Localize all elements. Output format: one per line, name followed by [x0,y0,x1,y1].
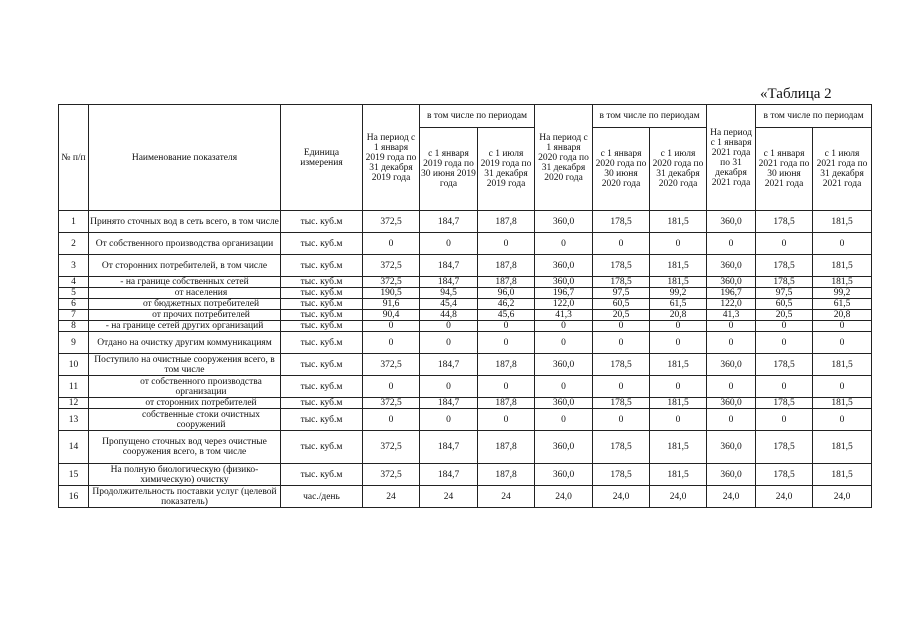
row-number: 14 [59,431,89,464]
header-2020-h2: с 1 июля 2020 года по 31 декабря 2020 года [650,128,707,211]
row-value: 24,0 [756,486,813,508]
row-value: 187,8 [478,277,535,288]
row-value: 0 [478,321,535,332]
row-unit: тыс. куб.м [281,211,363,233]
row-value: 0 [813,332,872,354]
table-row [59,255,872,277]
table-row [59,398,872,409]
row-value: 45,4 [420,299,478,310]
row-name: - на границе собственных сетей [89,277,281,288]
header-2021-h1: с 1 января 2021 года по 30 июня 2021 года [756,128,813,211]
row-value: 0 [420,409,478,431]
header-unit: Единица измерения [281,105,363,211]
row-value: 0 [535,321,593,332]
row-value: 94,5 [420,288,478,299]
row-value: 187,8 [478,354,535,376]
row-value: 184,7 [420,277,478,288]
row-value: 360,0 [707,464,756,486]
row-value: 178,5 [593,277,650,288]
row-name: от сторонних потребителей [89,398,281,409]
row-unit: тыс. куб.м [281,310,363,321]
row-unit: тыс. куб.м [281,288,363,299]
row-number: 1 [59,211,89,233]
row-value: 0 [707,233,756,255]
row-value: 60,5 [593,299,650,310]
row-value: 181,5 [813,431,872,464]
row-value: 0 [363,233,420,255]
row-value: 372,5 [363,464,420,486]
table-row [59,299,872,310]
row-name: Отдано на очистку другим коммуникациям [89,332,281,354]
row-number: 12 [59,398,89,409]
row-name: Продолжительность поставки услуг (целевой показатель) [89,486,281,508]
row-value: 187,8 [478,464,535,486]
row-value: 184,7 [420,398,478,409]
row-value: 20,5 [593,310,650,321]
row-value: 24,0 [707,486,756,508]
row-value: 181,5 [650,277,707,288]
row-value: 0 [650,409,707,431]
row-value: 0 [756,332,813,354]
row-value: 0 [707,376,756,398]
table-body [59,211,872,508]
row-value: 372,5 [363,211,420,233]
row-value: 181,5 [650,354,707,376]
row-name: от собственного производства организации [89,376,281,398]
row-value: 181,5 [813,354,872,376]
row-value: 372,5 [363,255,420,277]
row-value: 360,0 [535,354,593,376]
table-caption: «Таблица 2 [760,86,832,102]
row-value: 181,5 [813,464,872,486]
row-unit: тыс. куб.м [281,464,363,486]
row-number: 4 [59,277,89,288]
row-value: 0 [813,321,872,332]
row-value: 360,0 [535,255,593,277]
table-row [59,277,872,288]
row-value: 181,5 [813,211,872,233]
row-value: 46,2 [478,299,535,310]
row-value: 181,5 [650,211,707,233]
row-unit: тыс. куб.м [281,255,363,277]
row-number: 11 [59,376,89,398]
row-unit: тыс. куб.м [281,299,363,310]
row-name: Принято сточных вод в сеть всего, в том числе [89,211,281,233]
header-group-2019: в том числе по периодам [420,105,535,128]
row-value: 24 [363,486,420,508]
row-value: 99,2 [650,288,707,299]
table-row [59,376,872,398]
row-name: от прочих потребителей [89,310,281,321]
row-value: 360,0 [707,255,756,277]
row-value: 360,0 [707,211,756,233]
row-value: 0 [593,409,650,431]
row-value: 0 [535,332,593,354]
row-value: 0 [535,409,593,431]
row-value: 372,5 [363,398,420,409]
row-value: 187,8 [478,431,535,464]
row-value: 0 [593,321,650,332]
row-value: 0 [478,376,535,398]
row-unit: тыс. куб.м [281,332,363,354]
row-value: 372,5 [363,277,420,288]
row-value: 0 [535,376,593,398]
row-value: 360,0 [535,464,593,486]
row-value: 360,0 [707,354,756,376]
row-name: от бюджетных потребителей [89,299,281,310]
row-value: 61,5 [650,299,707,310]
row-value: 181,5 [650,255,707,277]
row-value: 45,6 [478,310,535,321]
row-value: 91,6 [363,299,420,310]
header-group-2020: в том числе по периодам [593,105,707,128]
row-value: 181,5 [650,398,707,409]
row-number: 7 [59,310,89,321]
row-value: 360,0 [535,211,593,233]
row-unit: тыс. куб.м [281,233,363,255]
row-value: 178,5 [593,255,650,277]
row-value: 184,7 [420,255,478,277]
row-value: 122,0 [707,299,756,310]
row-value: 184,7 [420,464,478,486]
row-name: От собственного производства организации [89,233,281,255]
row-unit: час./день [281,486,363,508]
row-value: 178,5 [756,211,813,233]
row-value: 178,5 [756,277,813,288]
row-number: 3 [59,255,89,277]
row-value: 184,7 [420,211,478,233]
header-period-2021: На период с 1 января 2021 года по 31 декабря 2021 года [707,105,756,211]
row-value: 44,8 [420,310,478,321]
row-value: 0 [593,376,650,398]
table-row [59,233,872,255]
table-row [59,288,872,299]
row-name: От сторонних потребителей, в том числе [89,255,281,277]
row-value: 0 [420,376,478,398]
row-value: 196,7 [535,288,593,299]
row-value: 181,5 [650,464,707,486]
table-row [59,409,872,431]
row-unit: тыс. куб.м [281,321,363,332]
row-value: 0 [813,409,872,431]
row-value: 372,5 [363,354,420,376]
row-value: 24,0 [535,486,593,508]
row-value: 178,5 [756,464,813,486]
row-value: 360,0 [707,431,756,464]
row-value: 0 [707,321,756,332]
data-table [58,104,872,508]
row-value: 360,0 [707,277,756,288]
row-value: 178,5 [756,354,813,376]
row-number: 13 [59,409,89,431]
table-row [59,486,872,508]
row-unit: тыс. куб.м [281,376,363,398]
row-number: 15 [59,464,89,486]
row-value: 181,5 [813,255,872,277]
table-row [59,354,872,376]
header-2019-h2: с 1 июля 2019 года по 31 декабря 2019 года [478,128,535,211]
row-value: 184,7 [420,354,478,376]
row-number: 5 [59,288,89,299]
row-value: 178,5 [593,398,650,409]
row-value: 0 [363,332,420,354]
table-row [59,321,872,332]
header-group-2021: в том числе по периодам [756,105,872,128]
row-value: 0 [756,233,813,255]
row-unit: тыс. куб.м [281,398,363,409]
row-number: 10 [59,354,89,376]
row-value: 99,2 [813,288,872,299]
row-value: 61,5 [813,299,872,310]
row-value: 0 [756,409,813,431]
row-value: 90,4 [363,310,420,321]
row-value: 0 [813,376,872,398]
row-value: 360,0 [535,398,593,409]
row-value: 60,5 [756,299,813,310]
row-value: 178,5 [593,431,650,464]
row-value: 24,0 [813,486,872,508]
table-row [59,431,872,464]
header-2019-h1: с 1 января 2019 года по 30 июня 2019 года [420,128,478,211]
row-value: 0 [420,332,478,354]
row-number: 2 [59,233,89,255]
row-value: 96,0 [478,288,535,299]
row-number: 16 [59,486,89,508]
row-value: 187,8 [478,211,535,233]
header-2021-h2: с 1 июля 2021 года по 31 декабря 2021 года [813,128,872,211]
row-value: 0 [650,332,707,354]
row-value: 196,7 [707,288,756,299]
row-value: 0 [363,321,420,332]
row-unit: тыс. куб.м [281,409,363,431]
header-period-2020: На период с 1 января 2020 года по 31 декабря 2020 года [535,105,593,211]
table-row [59,464,872,486]
row-value: 184,7 [420,431,478,464]
header-name: Наименование показателя [89,105,281,211]
row-value: 20,5 [756,310,813,321]
row-value: 0 [650,233,707,255]
row-value: 24 [420,486,478,508]
row-value: 190,5 [363,288,420,299]
row-value: 24,0 [650,486,707,508]
row-value: 360,0 [535,431,593,464]
row-value: 122,0 [535,299,593,310]
row-unit: тыс. куб.м [281,431,363,464]
header-num: № п/п [59,105,89,211]
row-value: 20,8 [813,310,872,321]
row-value: 0 [593,332,650,354]
table-row [59,211,872,233]
row-value: 0 [650,321,707,332]
row-name: Поступило на очистные сооружения всего, в том числе [89,354,281,376]
row-value: 0 [420,233,478,255]
row-value: 181,5 [813,277,872,288]
row-name: от населения [89,288,281,299]
row-unit: тыс. куб.м [281,354,363,376]
row-value: 0 [707,332,756,354]
row-name: На полную биологическую (физико-химическую) очистку [89,464,281,486]
row-value: 178,5 [593,464,650,486]
row-value: 0 [363,376,420,398]
row-value: 97,5 [756,288,813,299]
row-name: собственные стоки очистных сооружений [89,409,281,431]
row-value: 97,5 [593,288,650,299]
row-value: 0 [756,376,813,398]
row-value: 178,5 [756,255,813,277]
row-value: 24,0 [593,486,650,508]
row-value: 0 [363,409,420,431]
row-number: 9 [59,332,89,354]
row-value: 372,5 [363,431,420,464]
row-value: 41,3 [707,310,756,321]
row-value: 0 [707,409,756,431]
header-period-2019: На период с 1 января 2019 года по 31 декабря 2019 года [363,105,420,211]
row-value: 178,5 [593,354,650,376]
row-name: - на границе сетей других организаций [89,321,281,332]
row-value: 41,3 [535,310,593,321]
row-value: 24 [478,486,535,508]
row-name: Пропущено сточных вод через очистные сооружения всего, в том числе [89,431,281,464]
row-value: 178,5 [756,431,813,464]
row-value: 181,5 [813,398,872,409]
row-value: 0 [650,376,707,398]
row-number: 6 [59,299,89,310]
row-value: 187,8 [478,255,535,277]
row-value: 0 [478,332,535,354]
row-value: 0 [478,233,535,255]
row-value: 0 [478,409,535,431]
row-unit: тыс. куб.м [281,277,363,288]
row-value: 0 [756,321,813,332]
row-value: 0 [593,233,650,255]
row-value: 178,5 [593,211,650,233]
row-number: 8 [59,321,89,332]
table-row [59,332,872,354]
row-value: 360,0 [535,277,593,288]
row-value: 0 [420,321,478,332]
row-value: 178,5 [756,398,813,409]
table-row [59,310,872,321]
row-value: 181,5 [650,431,707,464]
row-value: 187,8 [478,398,535,409]
row-value: 360,0 [707,398,756,409]
header-2020-h1: с 1 января 2020 года по 30 июня 2020 года [593,128,650,211]
row-value: 0 [535,233,593,255]
row-value: 0 [813,233,872,255]
row-value: 20,8 [650,310,707,321]
